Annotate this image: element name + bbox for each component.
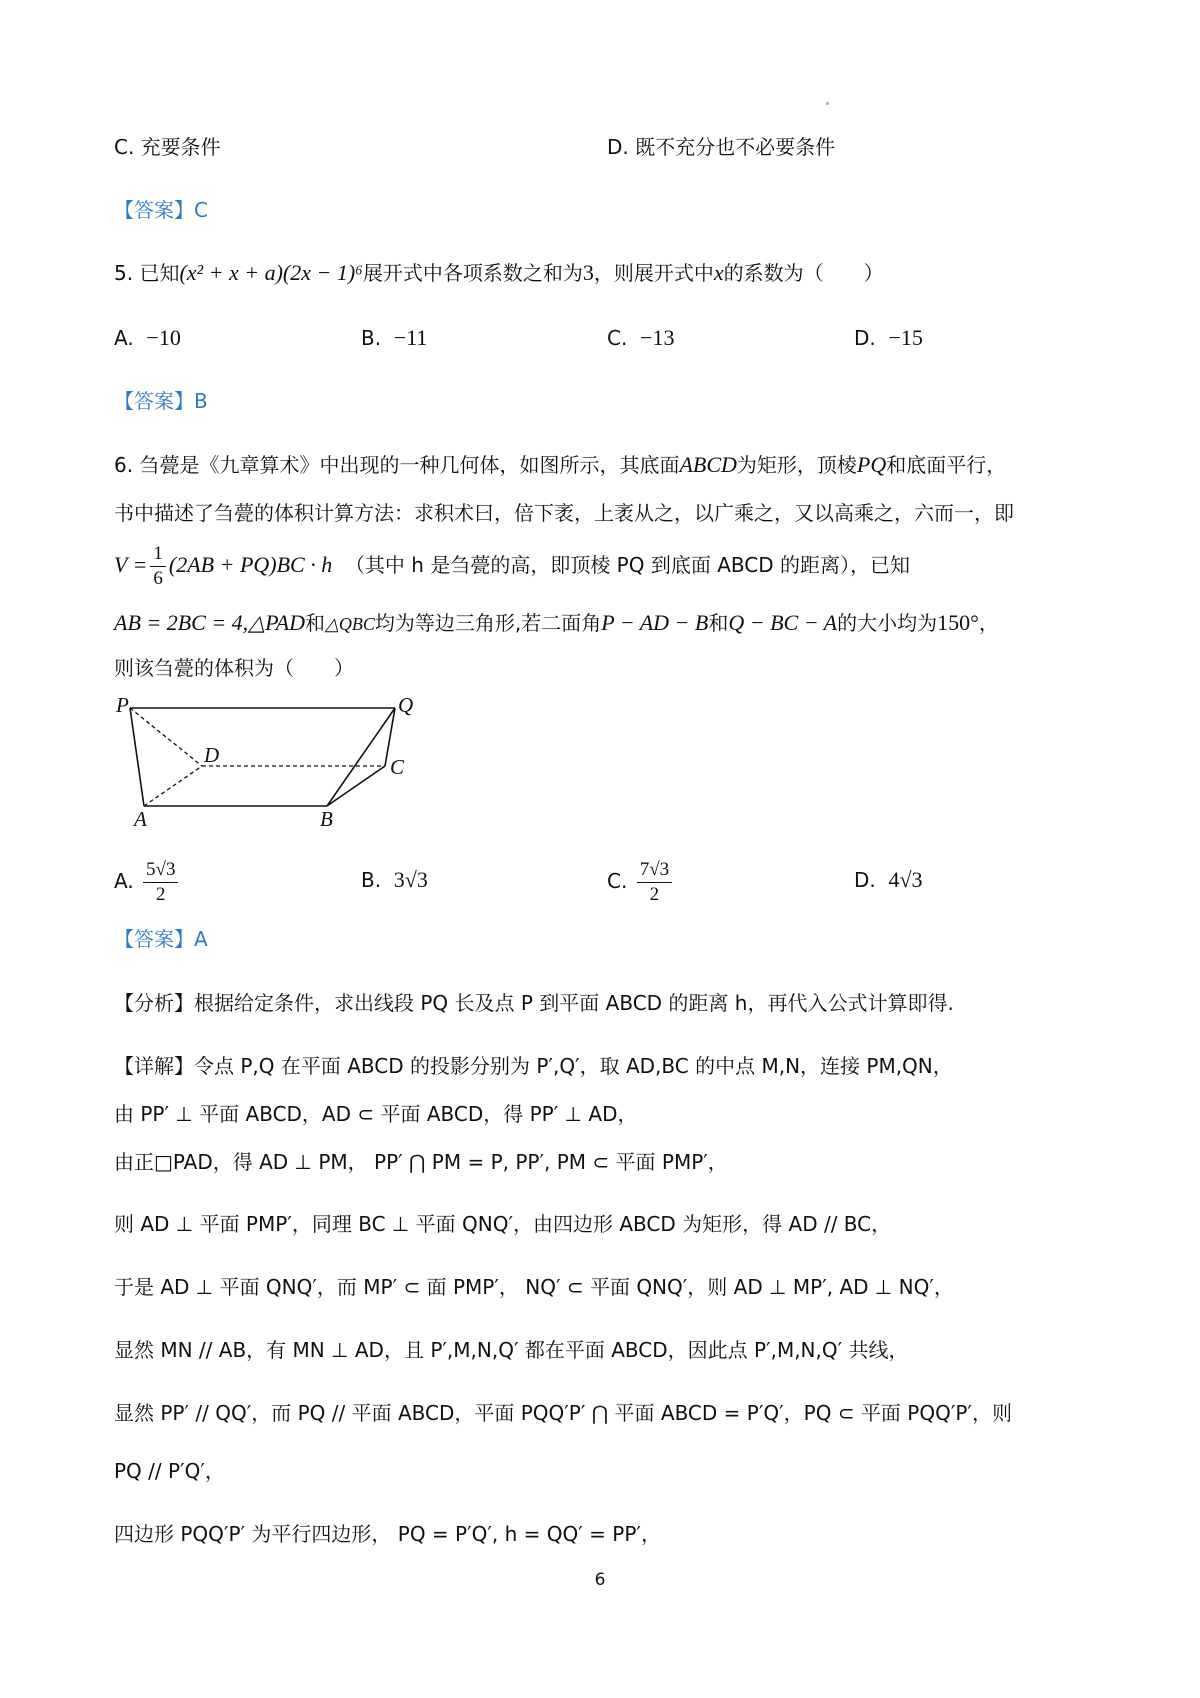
q6-option-a: A. $\frac{5√3}{2}$	[114, 855, 181, 907]
edge-pa	[130, 708, 144, 806]
q6-line-1: 6. 刍甍是《九章算术》中出现的一种几何体，如图所示，其底面ABCD为矩形，顶棱PQ和底面平行，	[114, 452, 1007, 477]
q5-option-b: B. −11	[361, 325, 428, 350]
q6-formula-line: V = $\frac{1}{6}$ (2AB + PQ)BC · h （其中 h 是刍甍的高，即顶棱 PQ 到底面 ABCD 的距离），已知	[114, 543, 910, 589]
q6-option-c: C. $\frac{7√3}{2}$	[607, 855, 675, 907]
page-number: 6	[594, 1570, 606, 1590]
chu-meng-figure	[108, 690, 428, 830]
q6-option-b: B. 3√3	[361, 867, 428, 892]
edge-ad	[144, 766, 202, 806]
q4-answer: 【答案】C	[114, 198, 208, 222]
edge-bc	[327, 766, 385, 806]
q6-line-2: 书中描述了刍甍的体积计算方法：求积术曰，倍下袤，上袤从之，以广乘之，又以高乘之，六而一，即	[114, 501, 1014, 525]
q6-line-4: AB = 2BC = 4,△PAD和△QBC均为等边三角形,若二面角P − AD − B和Q − BC − A的大小均为150°，	[114, 610, 999, 635]
q4-option-d: D. 既不充分也不必要条件	[607, 135, 836, 159]
detail-line: 四边形 PQQ′P′ 为平行四边形， PQ = P′Q′, h = QQ′ = PP′，	[114, 1522, 661, 1546]
label-d: D	[204, 743, 220, 767]
label-q: Q	[398, 693, 414, 717]
q6-line-5: 则该刍甍的体积为（ ）	[114, 656, 354, 680]
q6-answer: 【答案】A	[114, 927, 208, 951]
q5-option-c: C. −13	[607, 325, 675, 350]
q6-option-d: D. 4√3	[854, 867, 923, 892]
detail-line: 于是 AD ⊥ 平面 QNQ′，而 MP′ ⊂ 面 PMP′， NQ′ ⊂ 平面 QNQ′，则 AD ⊥ MP′, AD ⊥ NQ′，	[114, 1275, 954, 1299]
detail-line: 【详解】令点 P,Q 在平面 ABCD 的投影分别为 P′,Q′，取 AD,BC 的中点 M,N，连接 PM,QN，	[114, 1054, 953, 1078]
label-b: B	[320, 807, 333, 830]
detail-line: 显然 MN // AB，有 MN ⊥ AD，且 P′,M,N,Q′ 都在平面 ABCD，因此点 P′,M,N,Q′ 共线，	[114, 1338, 909, 1362]
edge-pd	[130, 708, 202, 766]
q5-answer: 【答案】B	[114, 389, 208, 413]
detail-line: 由正□PAD，得 AD ⊥ PM， PP′ ⋂ PM = P, PP′, PM ⊂ 平面 PMP′，	[114, 1150, 728, 1174]
detail-line: 则 AD ⊥ 平面 PMP′，同理 BC ⊥ 平面 QNQ′，由四边形 ABCD 为矩形，得 AD // BC，	[114, 1212, 892, 1236]
q5-expression: (x² + x + a)(2x − 1)⁶	[179, 260, 363, 285]
q4-option-c: C. 充要条件	[114, 135, 221, 159]
q5-option-a: A. −10	[114, 325, 181, 350]
edge-bq	[327, 708, 395, 806]
q5-stem: 5. 已知(x² + x + a)(2x − 1)⁶展开式中各项系数之和为3，则展开式中x的系数为（ ）	[114, 260, 884, 285]
q6-fraction: $\frac{1}{6}$	[150, 542, 166, 591]
label-c: C	[390, 755, 405, 779]
q5-option-d: D. −15	[854, 325, 923, 350]
label-p: P	[116, 693, 129, 717]
detail-line: PQ // P′Q′，	[114, 1459, 225, 1483]
label-a: A	[134, 807, 147, 830]
detail-line: 由 PP′ ⊥ 平面 ABCD，AD ⊂ 平面 ABCD，得 PP′ ⊥ AD，	[114, 1102, 638, 1126]
q6-analysis: 【分析】根据给定条件，求出线段 PQ 长及点 P 到平面 ABCD 的距离 h，再代入公式计算即得.	[114, 991, 954, 1015]
detail-line: 显然 PP′ // QQ′，而 PQ // 平面 ABCD，平面 PQQ′P′ ⋂ 平面 ABCD = P′Q′，PQ ⊂ 平面 PQQ′P′，则	[114, 1401, 1012, 1425]
speck	[826, 102, 829, 105]
